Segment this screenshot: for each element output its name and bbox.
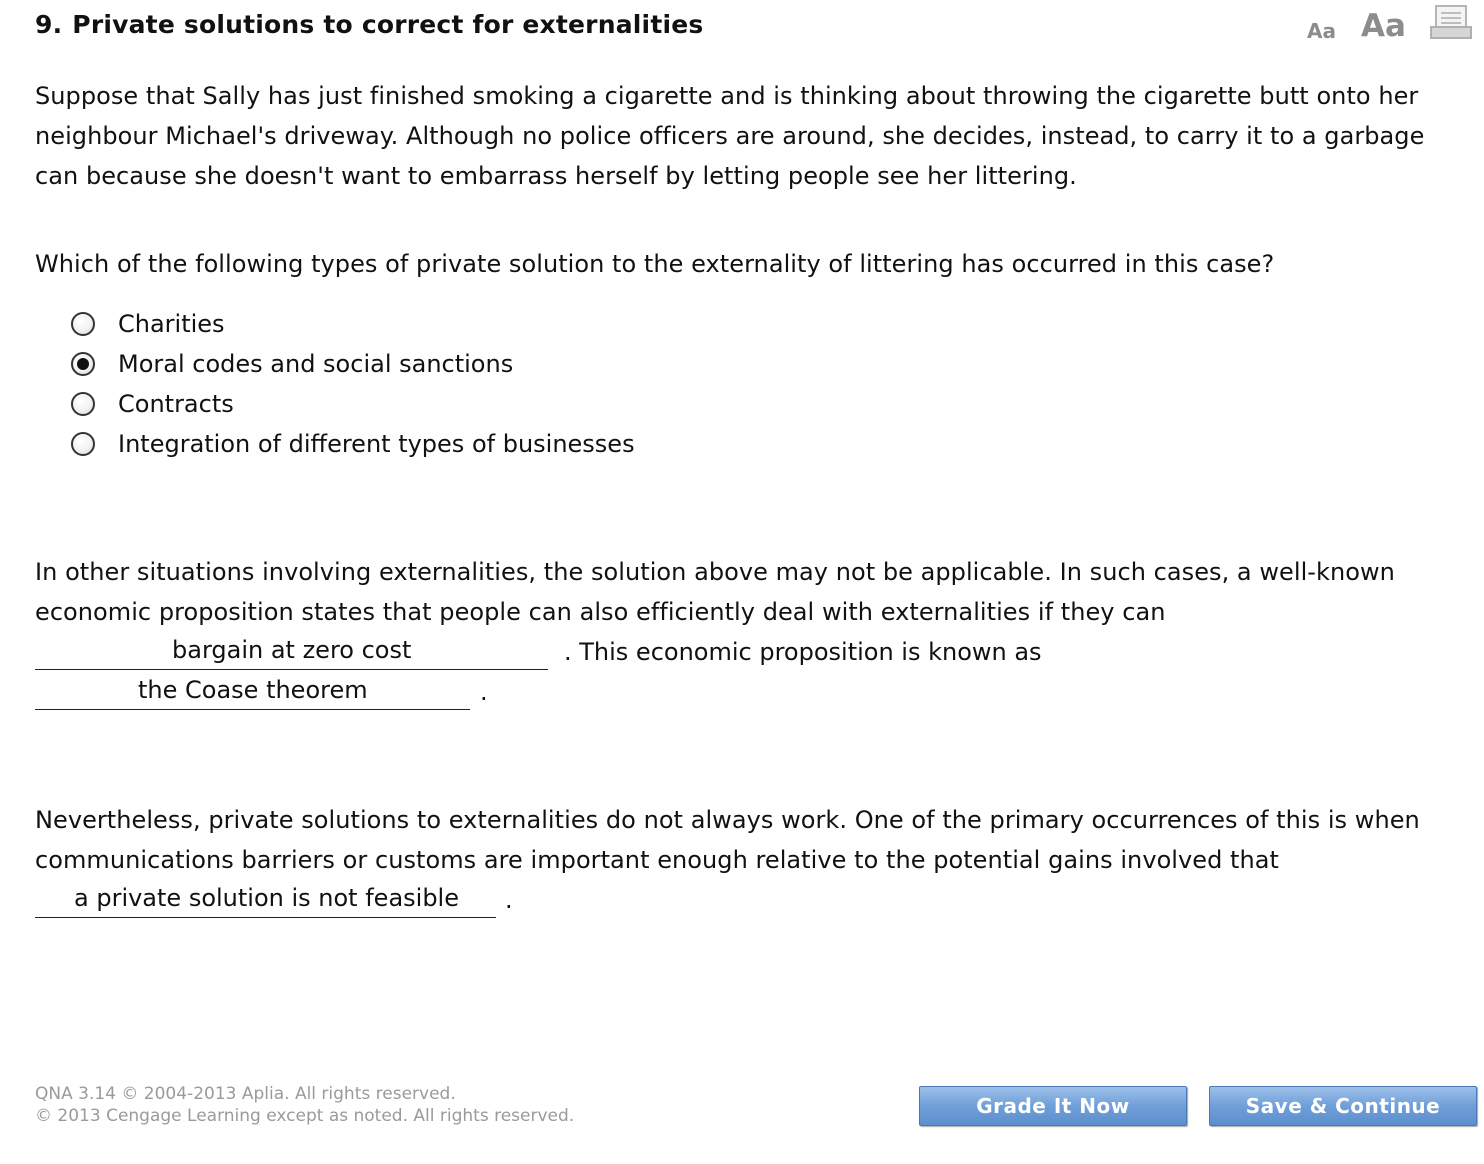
option-contracts[interactable]: [70, 384, 635, 424]
radio-button[interactable]: [71, 392, 95, 416]
part2-line: economic proposition states that people can also efficiently deal with externalities if they can: [35, 598, 1166, 626]
scenario-line: can because she doesn't want to embarrass herself by letting people see her littering.: [35, 162, 1077, 190]
option-label: Charities: [118, 310, 225, 338]
option-label: Moral codes and social sanctions: [118, 350, 514, 378]
radio-button[interactable]: [71, 312, 95, 336]
question-number: 9.: [35, 10, 63, 39]
radio-button[interactable]: [71, 432, 95, 456]
question-title: [35, 10, 703, 39]
after-blank2-text: .: [480, 678, 488, 706]
radio-button-selected[interactable]: [71, 352, 95, 376]
after-blank3-text: .: [505, 886, 513, 914]
scenario-paragraph: [35, 76, 1424, 196]
option-integration[interactable]: [70, 424, 635, 464]
print-icon[interactable]: [1430, 5, 1474, 41]
save-continue-button[interactable]: Save & Continue: [1209, 1086, 1477, 1126]
part3-line: Nevertheless, private solutions to externalities do not always work. One of the primary occurrences of this is when: [35, 806, 1420, 834]
scenario-line: Suppose that Sally has just finished smoking a cigarette and is thinking about throwing the cigarette butt onto her: [35, 82, 1419, 110]
font-size-small-button[interactable]: Aa: [1307, 19, 1336, 43]
blank3-dropdown[interactable]: [35, 881, 496, 918]
part3-line: communications barriers or customs are important enough relative to the potential gains involved that: [35, 846, 1279, 874]
font-size-large-button[interactable]: Aa: [1361, 8, 1406, 44]
grade-it-now-button[interactable]: Grade It Now: [919, 1086, 1187, 1126]
answer-options: [70, 304, 635, 464]
question-title-text: Private solutions to correct for externalities: [72, 10, 704, 39]
option-moral-codes[interactable]: [70, 344, 635, 384]
blank2-value: the Coase theorem: [138, 676, 368, 704]
option-charities[interactable]: [70, 304, 635, 344]
part3-paragraph: [35, 800, 1420, 880]
footer-line: © 2013 Cengage Learning except as noted. All rights reserved.: [35, 1106, 575, 1126]
option-label: Contracts: [118, 390, 234, 418]
scenario-line: neighbour Michael's driveway. Although no police officers are around, she decides, instead, to carry it to a garbage: [35, 122, 1425, 150]
footer-line: QNA 3.14 © 2004-2013 Aplia. All rights reserved.: [35, 1084, 456, 1104]
radio-selected-dot: [77, 358, 89, 370]
part2-line: In other situations involving externalities, the solution above may not be applicable. In such cases, a well-known: [35, 558, 1395, 586]
blank3-value: a private solution is not feasible: [74, 884, 459, 912]
question-prompt: Which of the following types of private solution to the externality of littering has occurred in this case?: [35, 250, 1275, 278]
footer-copyright: [35, 1083, 574, 1127]
blank1-dropdown[interactable]: [35, 633, 548, 670]
blank1-value: bargain at zero cost: [172, 636, 412, 664]
part2-paragraph: [35, 552, 1395, 632]
option-label: Integration of different types of businesses: [118, 430, 635, 458]
blank2-dropdown[interactable]: [35, 673, 470, 710]
after-blank1-text: . This economic proposition is known as: [564, 638, 1042, 666]
